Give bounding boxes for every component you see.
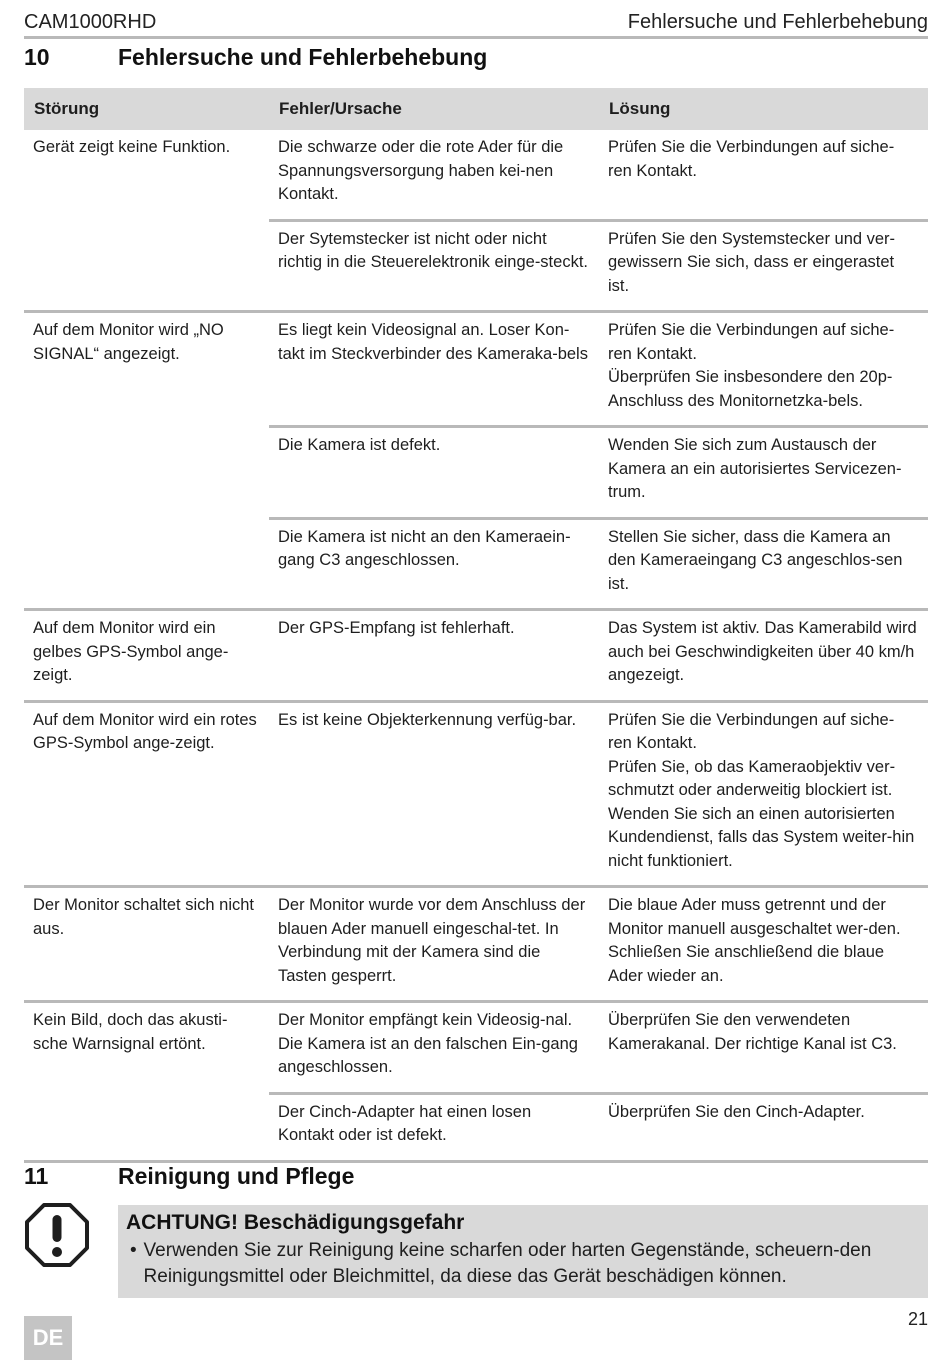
solution-cell: Wenden Sie sich zum Austausch der Kamera an ein autorisiertes Servicezen-trum. — [599, 427, 928, 519]
cause-cell: Es ist keine Objekterkennung verfüg-bar. — [269, 701, 599, 887]
fault-cell: Auf dem Monitor wird ein gelbes GPS-Symbol ange-zeigt. — [24, 610, 269, 702]
section-title: Reinigung und Pflege — [118, 1163, 355, 1189]
cause-cell: Der Sytemstecker ist nicht oder nicht richtig in die Steuerelektronik einge-steckt. — [269, 220, 599, 312]
cause-cell: Der Monitor wurde vor dem Anschluss der blauen Ader manuell eingeschal-tet. In Verbindung mit der Kamera sind die Tasten gesperrt. — [269, 887, 599, 1002]
solution-cell: Prüfen Sie die Verbindungen auf siche-ren Kontakt. Prüfen Sie, ob das Kameraobjektiv ver-schmutzt oder anderweitig blockiert ist. Wenden Sie sich an einen autorisierten Kundendienst, falls das System weiter-hin nicht funktioniert. — [599, 701, 928, 887]
exclamation-octagon-icon — [24, 1202, 90, 1268]
table-row — [24, 130, 928, 220]
warning-notice — [24, 1202, 928, 1298]
section-heading-11 — [24, 1163, 354, 1190]
cause-cell: Die Kamera ist defekt. — [269, 427, 599, 519]
section-title: Fehlersuche und Fehlerbehebung — [118, 44, 488, 70]
table-row — [24, 701, 928, 887]
fault-cell: Gerät zeigt keine Funktion. — [24, 130, 269, 312]
page-header — [24, 8, 928, 39]
warning-text: Verwenden Sie zur Reinigung keine scharfen oder harten Gegenstände, scheuern-den Reinigungsmittel oder Bleichmittel, da diese das Gerät beschädigen können. — [143, 1240, 872, 1287]
solution-cell: Überprüfen Sie den Cinch-Adapter. — [599, 1093, 928, 1161]
fault-cell: Kein Bild, doch das akusti-sche Warnsignal ertönt. — [24, 1002, 269, 1162]
language-badge: DE — [24, 1316, 72, 1360]
table-row — [24, 610, 928, 702]
column-header-fault: Störung — [24, 88, 269, 130]
table-header-row — [24, 88, 928, 130]
solution-cell: Prüfen Sie den Systemstecker und ver-gewissern Sie sich, dass er eingerastet ist. — [599, 220, 928, 312]
section-number: 10 — [24, 44, 50, 70]
column-header-cause: Fehler/Ursache — [269, 88, 599, 130]
cause-cell: Der Cinch-Adapter hat einen losen Kontakt oder ist defekt. — [269, 1093, 599, 1161]
cause-cell: Der GPS-Empfang ist fehlerhaft. — [269, 610, 599, 702]
warning-list-item — [126, 1238, 920, 1290]
solution-cell: Stellen Sie sicher, dass die Kamera an den Kameraeingang C3 angeschlos-sen ist. — [599, 518, 928, 610]
cause-cell: Die Kamera ist nicht an den Kameraein-gang C3 angeschlossen. — [269, 518, 599, 610]
solution-cell: Überprüfen Sie den verwendeten Kamerakanal. Der richtige Kanal ist C3. — [599, 1002, 928, 1094]
solution-cell: Prüfen Sie die Verbindungen auf siche-ren Kontakt. Überprüfen Sie insbesondere den 20p-Anschluss des Monitornetzka-bels. — [599, 312, 928, 427]
bullet: • — [130, 1240, 137, 1261]
solution-cell: Prüfen Sie die Verbindungen auf siche-ren Kontakt. — [599, 130, 928, 220]
table-row — [24, 887, 928, 1002]
section-heading-10 — [24, 44, 487, 71]
fault-cell: Der Monitor schaltet sich nicht aus. — [24, 887, 269, 1002]
header-chapter: Fehlersuche und Fehlerbehebung — [627, 10, 928, 33]
table-row — [24, 1002, 928, 1094]
solution-cell: Das System ist aktiv. Das Kamerabild wird auch bei Geschwindigkeiten über 40 km/h angezeigt. — [599, 610, 928, 702]
cause-cell: Die schwarze oder die rote Ader für die Spannungsversorgung haben kei-nen Kontakt. — [269, 130, 599, 220]
table-row — [24, 312, 928, 427]
header-model: CAM1000RHD — [24, 10, 157, 33]
column-header-solution: Lösung — [599, 88, 928, 130]
fault-cell: Auf dem Monitor wird „NO SIGNAL“ angezeigt. — [24, 312, 269, 610]
warning-title: ACHTUNG! Beschädigungsgefahr — [126, 1211, 465, 1234]
section-number: 11 — [24, 1163, 49, 1189]
fault-cell: Auf dem Monitor wird ein rotes GPS-Symbol ange-zeigt. — [24, 701, 269, 887]
warning-box — [118, 1205, 928, 1298]
page-number: 21 — [907, 1309, 928, 1329]
troubleshooting-table — [24, 88, 928, 1163]
cause-cell: Es liegt kein Videosignal an. Loser Kon-takt im Steckverbinder des Kameraka-bels — [269, 312, 599, 427]
solution-cell: Die blaue Ader muss getrennt und der Monitor manuell ausgeschaltet wer-den. Schließen Sie anschließend die blaue Ader wieder an. — [599, 887, 928, 1002]
cause-cell: Der Monitor empfängt kein Videosig-nal. Die Kamera ist an den falschen Ein-gang angeschlossen. — [269, 1002, 599, 1094]
